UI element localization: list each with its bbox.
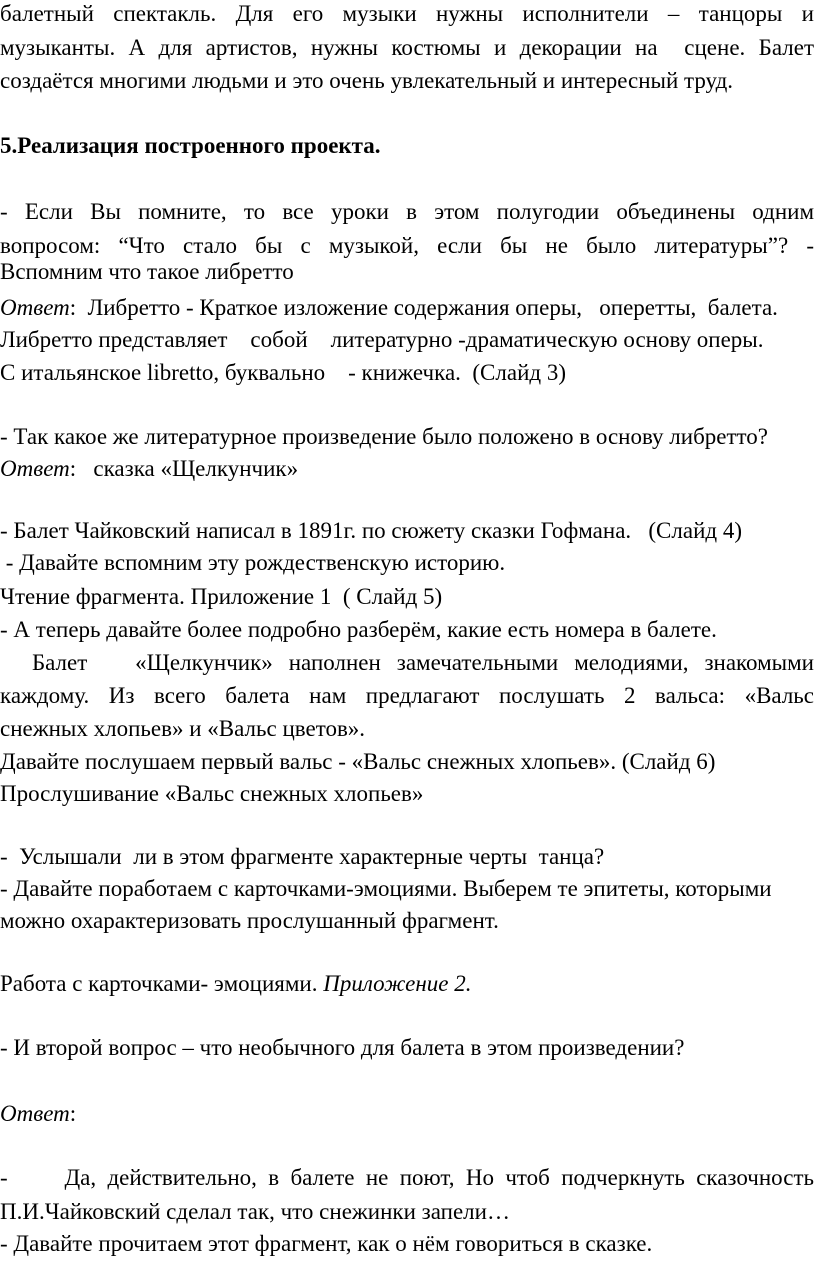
text-line [0, 422, 814, 452]
text-line [0, 257, 814, 287]
text-line [0, 779, 814, 809]
text-line [0, 1099, 814, 1129]
text-line [0, 454, 814, 484]
text-run: музыканты. А для артистов, нужны костюмы и декорации на сцене. Балет [0, 35, 814, 60]
text-run: - Услышали ли в этом фрагменте характерные черты танца? [0, 844, 605, 869]
text-run: - Если Вы помните, то все уроки в этом полугодии объединены одним [0, 199, 814, 224]
text-line [0, 969, 814, 999]
text-line [0, 714, 814, 744]
text-run: Чтение фрагмента. Приложение 1 ( Слайд 5) [0, 584, 443, 609]
text-line [0, 197, 814, 227]
text-line [0, 1033, 814, 1063]
text-line [0, 1229, 814, 1259]
text-run: снежных хлопьев» и «Вальс цветов». [0, 716, 366, 741]
text-line [0, 516, 814, 546]
text-run: : сказка «Щелкунчик» [69, 456, 299, 481]
text-line [0, 681, 814, 711]
text-line [0, 325, 814, 355]
text-line [0, 906, 814, 936]
section-heading [0, 131, 814, 161]
text-line [0, 747, 814, 777]
text-run: создаётся многими людьми и это очень увлекательный и интересный труд. [0, 68, 734, 93]
text-line [0, 66, 814, 96]
text-line [0, 548, 814, 578]
text-line [0, 33, 814, 63]
text-run: - И второй вопрос – что необычного для балета в этом произведении? [0, 1035, 685, 1060]
text-run: можно охарактеризовать прослушанный фрагмент. [0, 908, 499, 933]
text-line [0, 1163, 814, 1193]
text-line [0, 615, 814, 645]
italic-text: Ответ [0, 295, 70, 320]
text-run: - Балет Чайковский написал в 1891г. по сюжету сказки Гофмана. (Слайд 4) [0, 518, 743, 543]
italic-text: Ответ [0, 456, 70, 481]
text-run: - А теперь давайте более подробно разберём, какие есть номера в балете. [0, 617, 717, 642]
text-run: - Давайте прочитаем этот фрагмент, как о нём говориться в сказке. [0, 1231, 653, 1256]
text-line [0, 1197, 814, 1227]
text-run: - Да, действительно, в балете не поют, Но чтоб подчеркнуть сказочность [0, 1165, 814, 1190]
text-run: - Давайте поработаем с карточками-эмоциями. Выберем те эпитеты, которыми [0, 876, 772, 901]
text-run: П.И.Чайковский сделал так, что снежинки запели… [0, 1199, 510, 1224]
italic-text: Ответ [0, 1101, 70, 1126]
text-line [0, 0, 814, 29]
text-line [0, 648, 814, 678]
text-run: каждому. Из всего балета нам предлагают послушать 2 вальса: «Вальс [0, 683, 814, 708]
text-run: вопросом: “Что стало бы с музыкой, если бы не было литературы”? - [0, 233, 814, 258]
text-run: Работа с карточками- эмоциями. [0, 971, 324, 996]
italic-text: Приложение 2. [323, 971, 472, 996]
text-run: : Либретто - Краткое изложение содержания оперы, оперетты, балета. [69, 295, 778, 320]
text-run: Прослушивание «Вальс снежных хлопьев» [0, 781, 424, 806]
text-run: - Так какое же литературное произведение было положено в основу либретто? [0, 424, 768, 449]
text-run: Давайте послушаем первый вальс - «Вальс снежных хлопьев». (Слайд 6) [0, 749, 716, 774]
text-run: С итальянское libretto, буквально - книжечка. (Слайд 3) [0, 360, 567, 385]
bold-text: 5.Реализация построенного проекта. [0, 133, 381, 158]
text-line [0, 358, 814, 388]
text-run: : [69, 1101, 77, 1126]
text-line [0, 874, 814, 904]
text-line [0, 582, 814, 612]
text-line [0, 842, 814, 872]
text-run: балетный спектакль. Для его музыки нужны исполнители – танцоры и [0, 1, 814, 26]
text-run: Либретто представляет собой литературно -драматическую основу оперы. [0, 327, 764, 352]
text-line [0, 293, 814, 323]
text-run: - Давайте вспомним эту рождественскую историю. [0, 550, 506, 575]
text-run: Вспомним что такое либретто [0, 259, 294, 284]
text-run: Балет «Щелкунчик» наполнен замечательными мелодиями, знакомыми [0, 650, 814, 675]
